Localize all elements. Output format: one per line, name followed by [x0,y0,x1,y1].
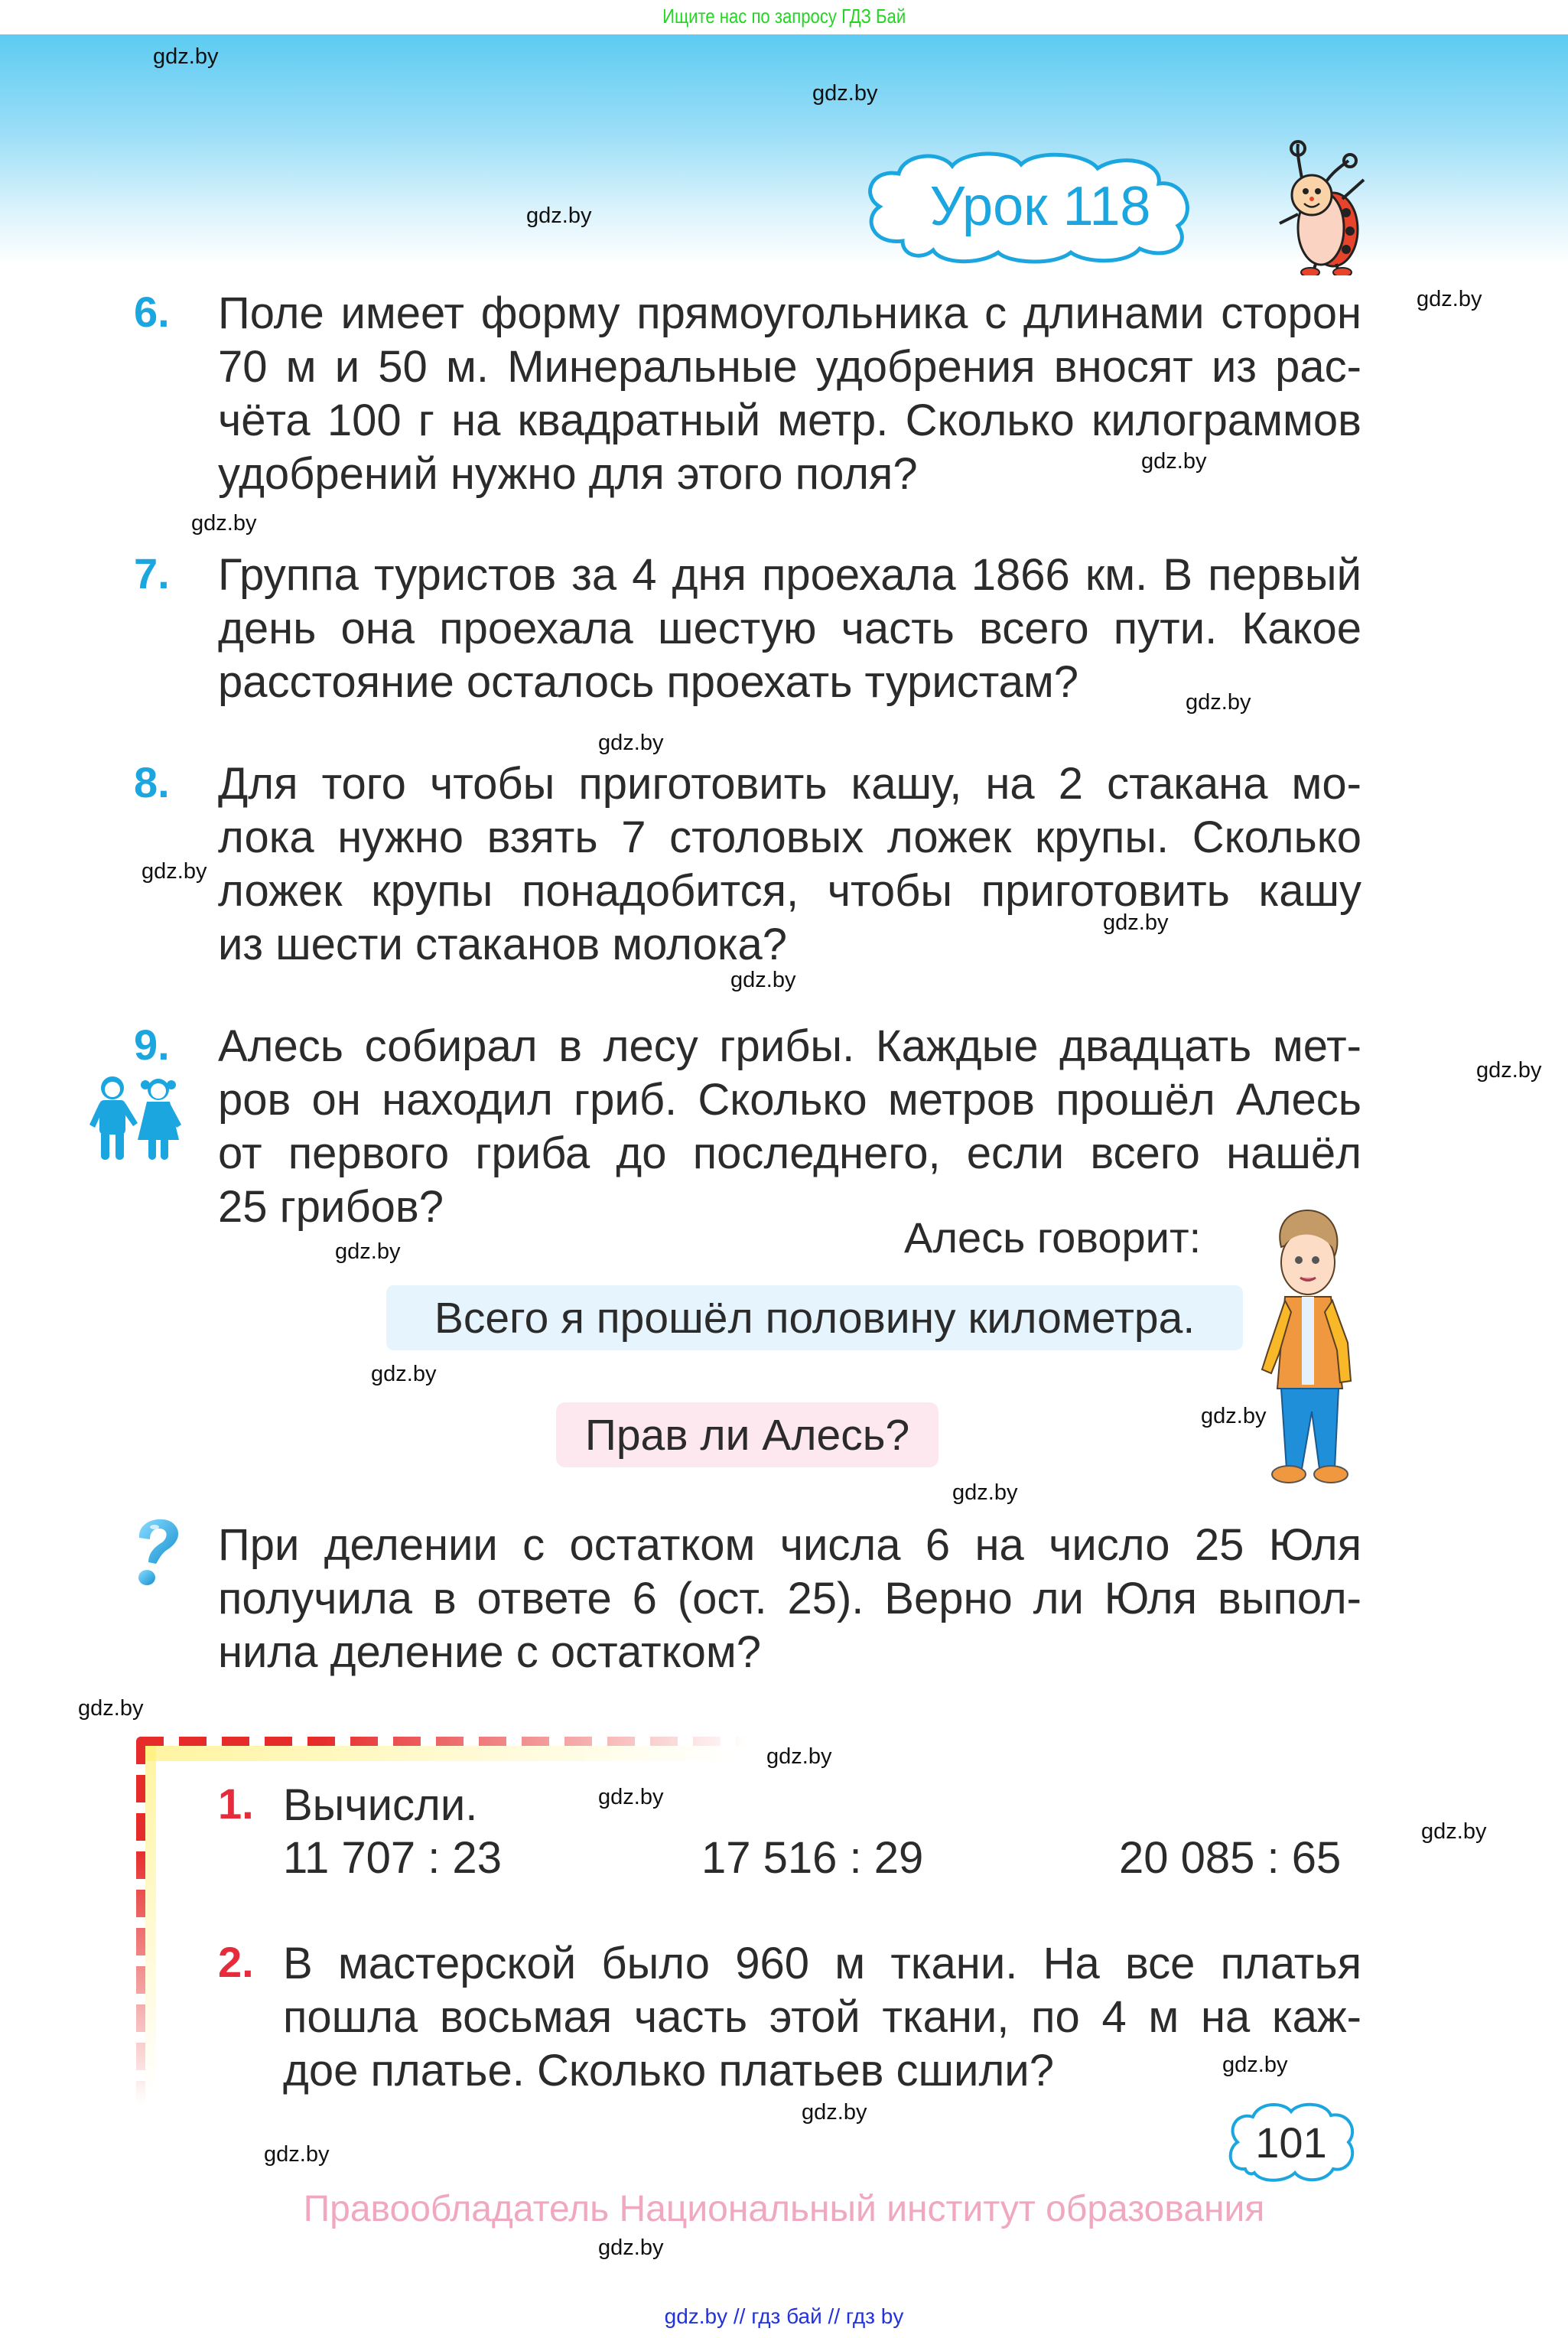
task-line: удобрений нужно для этого поля? [218,449,918,499]
task-line: из шести стаканов молока? [218,920,788,969]
footer-links[interactable]: gdz.by // гдз бай // гдз by [664,2304,904,2328]
watermark: gdz.by [78,1696,144,1721]
watermark: gdz.by [335,1239,401,1264]
lesson-title: Урок 118 [929,176,1151,237]
watermark: gdz.by [153,44,219,69]
watermark: gdz.by [1222,2053,1288,2077]
task-line: При делении с остатком числа 6 на число 25 Юля [218,1520,1361,1570]
task-line: нила деление с остатком? [218,1627,761,1677]
task-line: пошла восьмая часть этой ткани, по 4 м на каж- [283,1992,1361,2042]
watermark: gdz.by [1186,690,1251,715]
watermark: gdz.by [1103,910,1169,935]
speaker-intro: Алесь говорит: [904,1213,1202,1262]
task-line: Алесь собирал в лесу грибы. Каждые двадцать мет- [218,1021,1361,1071]
task-line: день она проехала шестую часть всего пути. Какое [218,604,1361,653]
task-number: 2. [218,1938,254,1986]
ladybug-illustration-icon [1274,138,1373,275]
watermark: gdz.by [802,2100,867,2125]
pair-work-icon [86,1071,185,1163]
question-bubble [556,1402,939,1467]
boy-ales-illustration-icon [1247,1205,1369,1496]
task-line: получила в ответе 6 (ост. 25). Верно ли Юля выпол- [218,1574,1361,1623]
review-frame-top [136,1737,748,1746]
task-line: ров он находил гриб. Сколько метров прошёл Алесь [218,1075,1361,1125]
watermark: gdz.by [1417,287,1482,311]
task-line: Поле имеет форму прямоугольника с длинами сторон [218,288,1361,338]
task-line: дое платье. Сколько платьев сшили? [283,2046,1054,2095]
task-text [218,1519,1361,1679]
speech-bubble [386,1285,1243,1350]
review-frame-left [136,1737,145,2104]
task-line: 70 м и 50 м. Минеральные удобрения вносят из рас- [218,342,1361,392]
watermark: gdz.by [371,1362,437,1386]
task-number: 1. [218,1780,254,1828]
page-number-badge [1222,2100,1360,2184]
lesson-title-cloud [857,149,1224,264]
page-number: 101 [1255,2118,1327,2167]
watermark: gdz.by [1201,1404,1267,1428]
watermark: gdz.by [766,1744,832,1769]
task-line: Группа туристов за 4 дня проехала 1866 км. В первый [218,550,1361,600]
speech-bubble-text: Всего я прошёл половину километра. [434,1293,1196,1343]
task-line: В мастерской было 960 м ткани. На все платья [283,1939,1361,1988]
expression: 11 707 : 23 [283,1833,502,1883]
task-line: 25 грибов? [218,1182,444,1232]
task-line: лока нужно взять 7 столовых ложек крупы. Сколько [218,812,1361,862]
review-frame-glow [142,1746,738,1761]
task-line: от первого гриба до последнего, если всего нашёл [218,1128,1361,1178]
watermark: gdz.by [598,1785,664,1809]
watermark: gdz.by [812,81,878,106]
watermark: gdz.by [191,511,257,536]
task-text [283,1937,1361,2098]
watermark: gdz.by [598,731,664,755]
task-line: чёта 100 г на квадратный метр. Сколько килограммов [218,396,1361,445]
question-bubble-text: Прав ли Алесь? [584,1410,910,1460]
task-line: Вычисли. [283,1780,478,1830]
task-number: 6. [134,288,170,336]
task-line: расстояние осталось проехать туристам? [218,657,1079,707]
top-banner [0,0,1568,34]
expression: 20 085 : 65 [1119,1833,1342,1883]
watermark: gdz.by [264,2142,330,2167]
watermark: gdz.by [1476,1058,1542,1083]
task-number: 9. [134,1021,170,1069]
task-text [218,549,1361,709]
task-line: ложек крупы понадобится, чтобы приготовить кашу [218,866,1361,916]
task-number: 7. [134,549,170,598]
watermark: gdz.by [730,968,796,992]
watermark: gdz.by [1421,1819,1487,1844]
watermark: gdz.by [952,1480,1018,1505]
task-number: 8. [134,758,170,806]
expression: 17 516 : 29 [701,1833,924,1883]
task-text [218,287,1361,501]
watermark: gdz.by [142,859,207,884]
task-title [283,1779,1557,1832]
watermark: gdz.by [598,2235,664,2260]
watermark: gdz.by [526,204,592,228]
task-line: Для того чтобы приготовить кашу, на 2 стакана мо- [218,759,1361,809]
task-text [218,757,1361,972]
watermark: gdz.by [1141,449,1207,474]
copyright-notice: Правообладатель Национальный институт образования [303,2189,1265,2229]
review-frame-glow [145,1746,156,2098]
question-mark-icon [130,1515,191,1587]
top-banner-text: Ищите нас по запросу ГДЗ Бай [662,5,906,28]
task-text [218,1020,1361,1234]
